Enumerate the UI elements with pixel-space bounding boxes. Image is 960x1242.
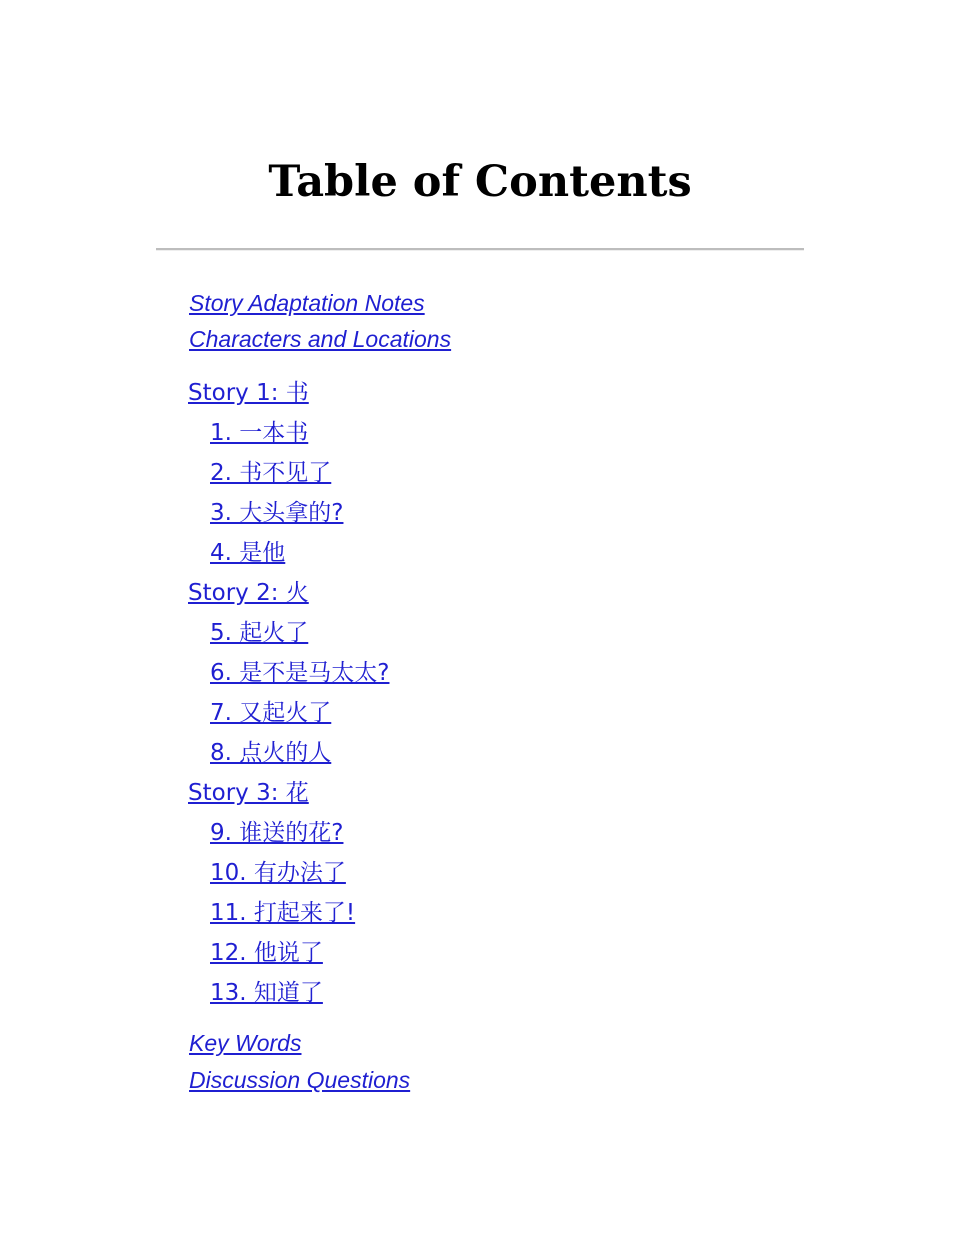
toc-link-chapter-4[interactable]: 4. 是他 <box>210 540 286 566</box>
toc-link-key-words[interactable]: Key Words <box>189 1030 302 1056</box>
toc-link-chapter-2[interactable]: 2. 书不见了 <box>210 460 332 486</box>
toc-link-chapter-10[interactable]: 10. 有办法了 <box>210 860 346 886</box>
toc-link-chapter-12[interactable]: 12. 他说了 <box>210 940 323 966</box>
toc-link-chapter-6[interactable]: 6. 是不是马太太? <box>210 660 390 686</box>
toc-link-chapter-8[interactable]: 8. 点火的人 <box>210 740 332 766</box>
toc-link-chapter-1[interactable]: 1. 一本书 <box>210 420 309 446</box>
toc-link-story-3[interactable]: Story 3: 花 <box>188 780 309 806</box>
toc-link-characters-and-locations[interactable]: Characters and Locations <box>189 326 452 352</box>
toc-link-discussion-questions[interactable]: Discussion Questions <box>189 1067 411 1093</box>
page-title: Table of Contents <box>268 157 692 207</box>
toc-link-story-1[interactable]: Story 1: 书 <box>188 380 309 406</box>
toc-link-chapter-7[interactable]: 7. 又起火了 <box>210 700 332 726</box>
toc-link-story-2[interactable]: Story 2: 火 <box>188 580 309 606</box>
toc-link-chapter-13[interactable]: 13. 知道了 <box>210 980 323 1006</box>
horizontal-divider <box>156 248 804 251</box>
toc-link-chapter-11[interactable]: 11. 打起来了! <box>210 900 356 926</box>
toc-link-story-adaptation-notes[interactable]: Story Adaptation Notes <box>189 290 425 316</box>
toc-link-chapter-5[interactable]: 5. 起火了 <box>210 620 309 646</box>
toc-link-chapter-3[interactable]: 3. 大头拿的? <box>210 500 344 526</box>
toc-link-chapter-9[interactable]: 9. 谁送的花? <box>210 820 344 846</box>
